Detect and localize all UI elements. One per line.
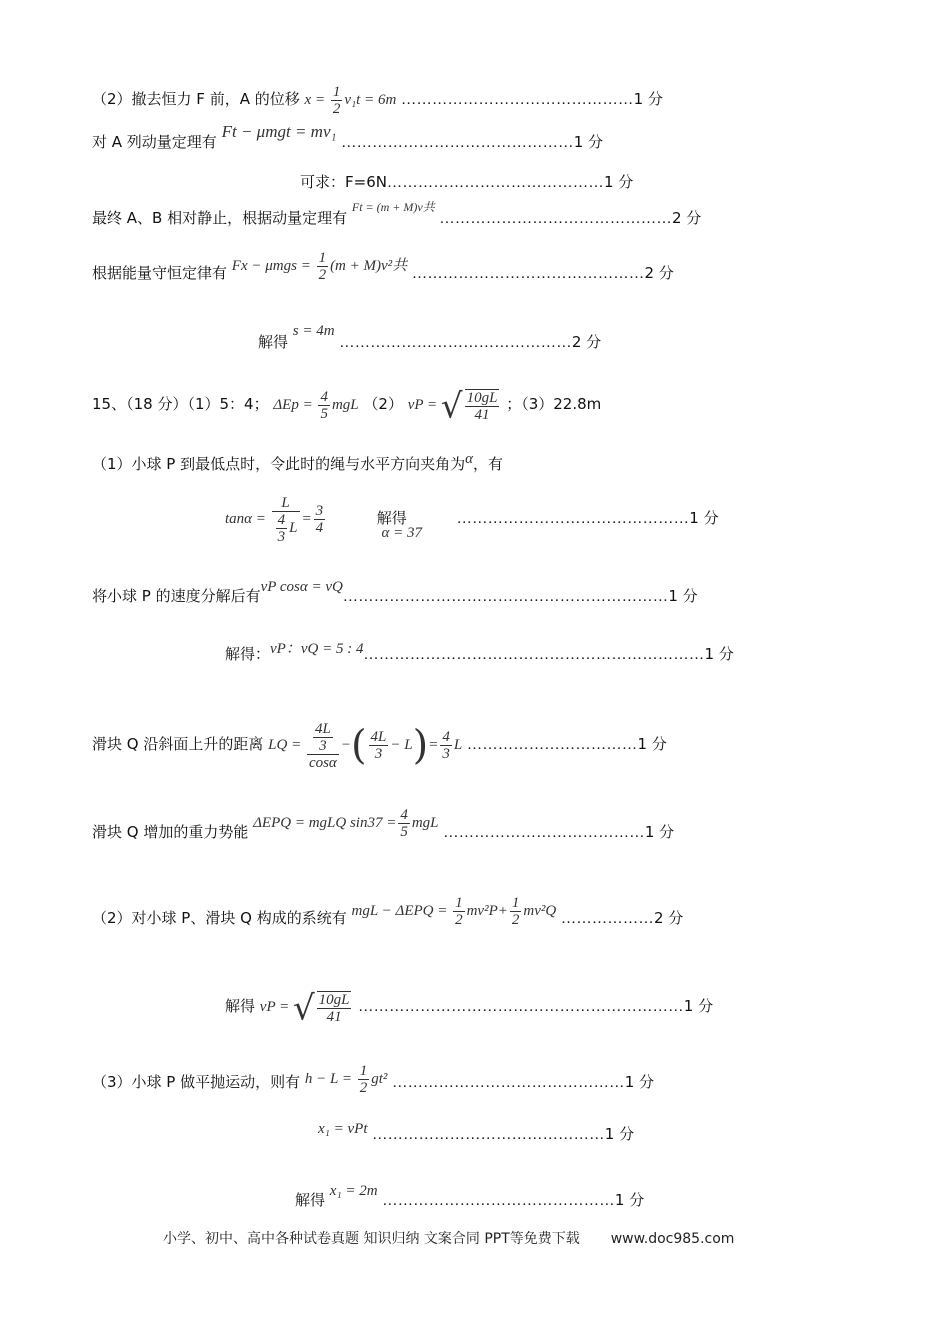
score: 1 分 (689, 509, 719, 527)
footer-url-link[interactable]: www.doc985.com (610, 1231, 735, 1247)
line-18-text: 解得 (295, 1191, 326, 1209)
line-12-math: LQ = $\frac{\frac{4L}{3}}{\cos\alpha}$ −( $\frac{4L}{3}$ − L)= $\frac{4}{3}$ L (268, 720, 463, 771)
leader-dots: ……………………………………… (339, 335, 572, 351)
line-1 (92, 84, 663, 117)
line-2-text: 对 A 列动量定理有 (92, 133, 217, 151)
line-14-text: （2）对小球 P、滑块 Q 构成的系统有 (92, 909, 347, 927)
line-13 (92, 807, 675, 855)
line-11 (225, 641, 734, 665)
line-3 (300, 172, 633, 193)
line-10-text: 将小球 P 的速度分解后有 (92, 587, 261, 605)
line-4-text: 最终 A、B 相对静止，根据动量定理有 (92, 209, 348, 227)
line-7 (92, 384, 601, 426)
score: 1 分 (614, 1191, 645, 1209)
line-11-text: 解得： (225, 645, 271, 663)
line-1-text: （2）撤去恒力 F 前，A 的位移 (92, 89, 300, 108)
line-4 (92, 200, 702, 229)
score: 2 分 (653, 909, 684, 927)
leader-dots: ……………………………………… (439, 211, 672, 227)
score: 2 分 (644, 263, 674, 282)
line-14 (92, 896, 683, 941)
score: 1 分 (637, 735, 667, 753)
line-16 (92, 1062, 654, 1103)
line-18 (295, 1183, 645, 1211)
line-16-math: h − L = $\frac{1}{2}$ gt² (304, 1063, 388, 1097)
line-17-math: x₁ = vPt (318, 1121, 368, 1137)
line-9-result: α = 37 (381, 525, 422, 541)
leader-dots: ……………………………………… (401, 91, 634, 108)
page-footer (163, 1228, 734, 1248)
score: 2 分 (672, 209, 702, 227)
line-2-math: Ft − μmgt = mv₁ (221, 122, 337, 141)
line-2 (92, 122, 604, 153)
line-8-text: （1）小球 P 到最低点时，令此时的绳与水平方向夹角为 (92, 455, 466, 473)
line-9-math: tanα = L $\frac{4}{3}$ L = $\frac{3}{4}$ (225, 494, 324, 545)
line-17 (318, 1121, 635, 1145)
score: 1 分 (573, 133, 604, 151)
leader-dots: ………………………………………………………… (363, 647, 705, 663)
line-13-math: ΔEPQ = mgLQ sin37 = $\frac{4}{5}$ mgL (253, 807, 439, 841)
leader-dots: ……………………………………… (392, 1075, 625, 1091)
leader-dots: ……………………………………… (382, 1193, 615, 1209)
leader-dots: ……………… (560, 911, 654, 927)
line-15-math: vP = √ $\frac{10gL}{41}$ (259, 988, 350, 1029)
line-7-math-energy: ΔEp = $\frac{4}{5}$ mgL (273, 389, 359, 423)
line-1-math: x = $\frac{1}{2}$ v₁t = 6m (304, 84, 397, 117)
line-8 (92, 451, 504, 475)
footer-text: 小学、初中、高中各种试卷真题 知识归纳 文案合同 PPT等免费下载 (163, 1231, 580, 1247)
leader-dots: ……………………………………… (341, 135, 574, 151)
score: 1 分 (704, 645, 734, 663)
line-15-text: 解得 (225, 997, 256, 1015)
line-5-math: Fx − μmgs = $\frac{1}{2}$ (m + M)v²共 (231, 250, 408, 283)
line-7-math-vp: vP = √ $\frac{10gL}{41}$ (407, 386, 498, 427)
score: 1 分 (604, 1125, 635, 1143)
score: 1 分 (668, 587, 698, 605)
line-8-math: α (465, 451, 474, 467)
leader-dots: ……………………………………… (411, 265, 645, 282)
line-6-text: 解得 (258, 333, 289, 351)
leader-dots: ……………………………………………………… (358, 999, 684, 1015)
leader-dots: …………………………………… (386, 175, 604, 191)
score: 1 分 (624, 1073, 655, 1091)
line-11-math: vP：vQ = 5 : 4 (270, 641, 364, 657)
line-16-text: （3）小球 P 做平抛运动，则有 (92, 1073, 301, 1091)
line-12-text: 滑块 Q 沿斜面上升的距离 (92, 735, 264, 753)
line-15 (225, 976, 713, 1038)
leader-dots: ……………………………………… (372, 1127, 605, 1143)
score: 1 分 (633, 89, 663, 108)
line-4-math: Ft = (m + M)v共 (351, 200, 435, 214)
leader-dots: ………………………………… (443, 825, 645, 841)
line-10-math: vP cosα = vQ (260, 579, 343, 595)
line-9-solve: 解得 (376, 509, 407, 527)
line-5-text: 根据能量守恒定律有 (92, 263, 228, 282)
score: 2 分 (571, 333, 602, 351)
line-13-text: 滑块 Q 增加的重力势能 (92, 823, 249, 841)
score: 1 分 (644, 823, 675, 841)
line-9 (225, 488, 719, 549)
line-7-text: 15、（18 分）（1）5：4； (92, 395, 269, 413)
line-6 (258, 323, 602, 353)
line-5 (92, 250, 674, 291)
line-18-math: x₁ = 2m (329, 1183, 378, 1199)
line-8-tail: ，有 (473, 455, 504, 473)
leader-dots: ……………………………………… (456, 511, 690, 527)
line-12 (92, 694, 667, 796)
score: 1 分 (683, 997, 714, 1015)
line-7-tail: ；（3）22.8m (506, 395, 602, 413)
line-7-mid: （2） (363, 395, 403, 413)
line-14-math: mgL − ΔEPQ = $\frac{1}{2}$ mv²P+ $\frac{1}{2}$ mv²Q (351, 895, 557, 929)
score: 1 分 (603, 173, 634, 191)
leader-dots: ……………………………………………………… (342, 589, 669, 605)
line-6-math: s = 4m (292, 323, 335, 339)
leader-dots: …………………………… (466, 737, 638, 753)
line-10 (92, 579, 698, 607)
line-3-text: 可求：F=6N (300, 173, 387, 191)
